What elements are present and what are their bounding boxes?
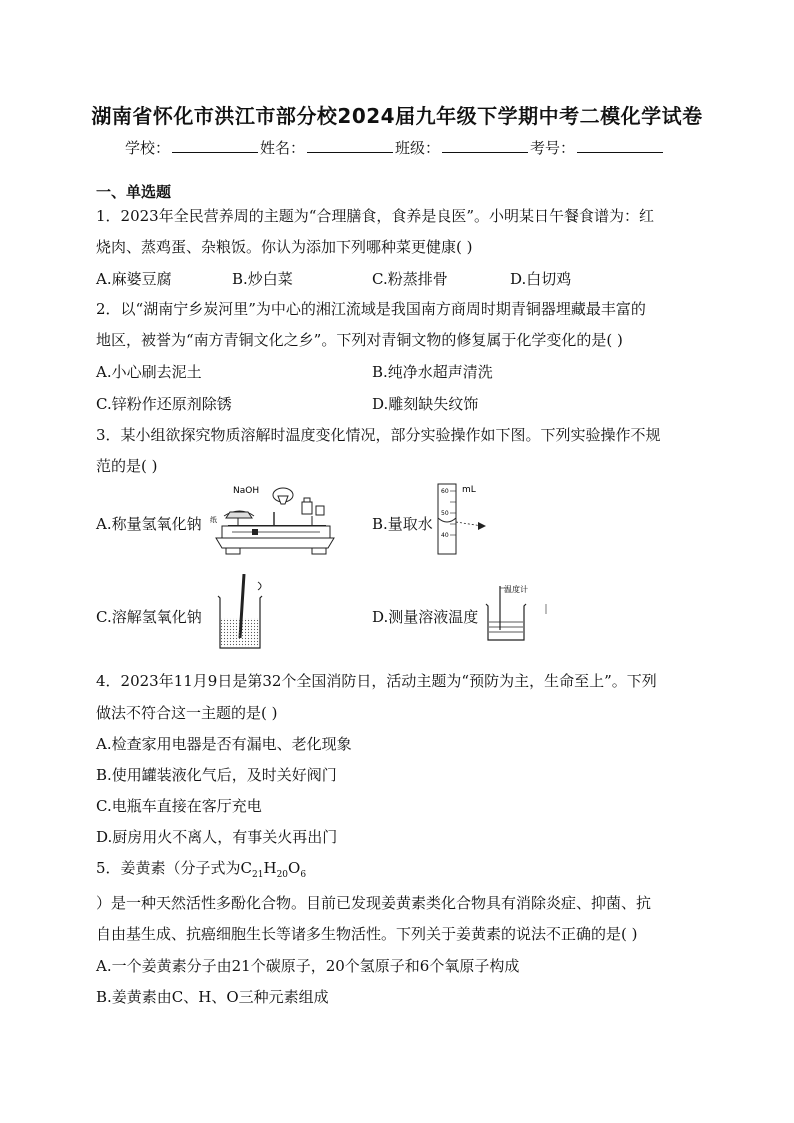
q1-option-c[interactable]: C.粉蒸排骨 [372,270,448,288]
section-heading: 一、单选题 [96,183,172,201]
beaker-stirring-figure [214,574,268,654]
q4-option-c[interactable]: C.电瓶车直接在客厅充电 [96,797,262,815]
eye-icon [478,522,486,530]
tick-label-60: 60 [441,488,449,495]
q4-line2: 做法不符合这一主题的是( ) [96,704,278,722]
q2-option-a[interactable]: A.小心刷去泥土 [96,363,202,381]
thermometer-beaker-figure [484,582,548,644]
q4-line1: 4．2023年11月9日是第32个全国消防日，活动主题为“预防为主，生命至上”。下列 [96,672,657,690]
q4-option-d[interactable]: D.厨房用火不离人，有事关火再出门 [96,828,338,846]
graduated-cylinder-figure [432,482,492,556]
name-label: 姓名： [260,139,306,157]
q5-option-a[interactable]: A.一个姜黄素分子由21个碳原子，20个氢原子和6个氧原子构成 [96,957,520,975]
q5-line1-prefix: 5．姜黄素（分子式为 [96,859,241,877]
formula-h-count: 20 [276,870,289,880]
formula [240,859,307,880]
formula-o: O [288,859,301,877]
q2-line2: 地区，被誉为“南方青铜文化之乡”。下列对青铜文物的修复属于化学变化的是( ) [96,331,623,349]
formula-c-count: 21 [252,870,264,880]
q3-line2: 范的是( ) [96,457,158,475]
class-blank[interactable] [442,136,528,153]
q3-option-b[interactable]: B.量取水 [372,515,433,533]
formula-o-count: 6 [300,870,307,880]
q3-option-c[interactable]: C.溶解氢氧化钠 [96,608,202,626]
student-info-row [125,136,665,158]
ml-unit-label: mL [462,485,476,495]
q2-option-b[interactable]: B.纯净水超声清洗 [372,363,493,381]
page-title: 湖南省怀化市洪江市部分校2024届九年级下学期中考二模化学试卷 [91,104,703,128]
q3-line1: 3．某小组欲探究物质溶解时温度变化情况，部分实验操作如下图。下列实验操作不规 [96,426,661,444]
q1-option-b[interactable]: B.炒白菜 [232,270,293,288]
q3-option-a[interactable]: A.称量氢氧化钠 [96,515,202,533]
school-label: 学校： [125,139,171,157]
naoh-label: NaOH [233,486,260,496]
thermometer-label: 温度计 [504,585,528,594]
q5-line1 [96,857,306,880]
q5-option-b[interactable]: B.姜黄素由C、H、O三种元素组成 [96,988,329,1006]
q2-option-c[interactable]: C.锌粉作还原剂除锈 [96,395,232,413]
number-blank[interactable] [577,136,663,153]
school-blank[interactable] [172,136,258,153]
q1-line2: 烧肉、蒸鸡蛋、杂粮饭。你认为添加下列哪种菜更健康( ) [96,238,473,256]
formula-h: H [263,859,277,877]
paper-label: 纸 [210,516,217,524]
q1-line1: 1．2023年全民营养周的主题为“合理膳食，食养是良医”。小明某日午餐食谱为：红 [96,207,655,225]
q1-option-a[interactable]: A.麻婆豆腐 [96,270,172,288]
tick-label-50: 50 [441,510,449,517]
balance-scale-figure [208,482,336,556]
q4-option-a[interactable]: A.检查家用电器是否有漏电、老化现象 [96,735,352,753]
number-label: 考号： [530,139,576,157]
q5-line2: ）是一种天然活性多酚化合物。目前已发现姜黄素类化合物具有消除炎症、抑菌、抗 [96,894,652,912]
q5-line3: 自由基生成、抗癌细胞生长等诸多生物活性。下列关于姜黄素的说法不正确的是( ) [96,925,638,943]
name-blank[interactable] [307,136,393,153]
q1-option-d[interactable]: D.白切鸡 [510,270,572,288]
formula-c: C [240,859,253,877]
q3-option-d[interactable]: D.测量溶液温度 [372,608,479,626]
q2-line1: 2．以“湖南宁乡炭河里”为中心的湘江流域是我国南方商周时期青铜器埋藏最丰富的 [96,300,646,318]
tick-label-40: 40 [441,532,449,539]
q4-option-b[interactable]: B.使用罐装液化气后，及时关好阀门 [96,766,337,784]
class-label: 班级： [395,139,441,157]
q2-option-d[interactable]: D.雕刻缺失纹饰 [372,395,479,413]
